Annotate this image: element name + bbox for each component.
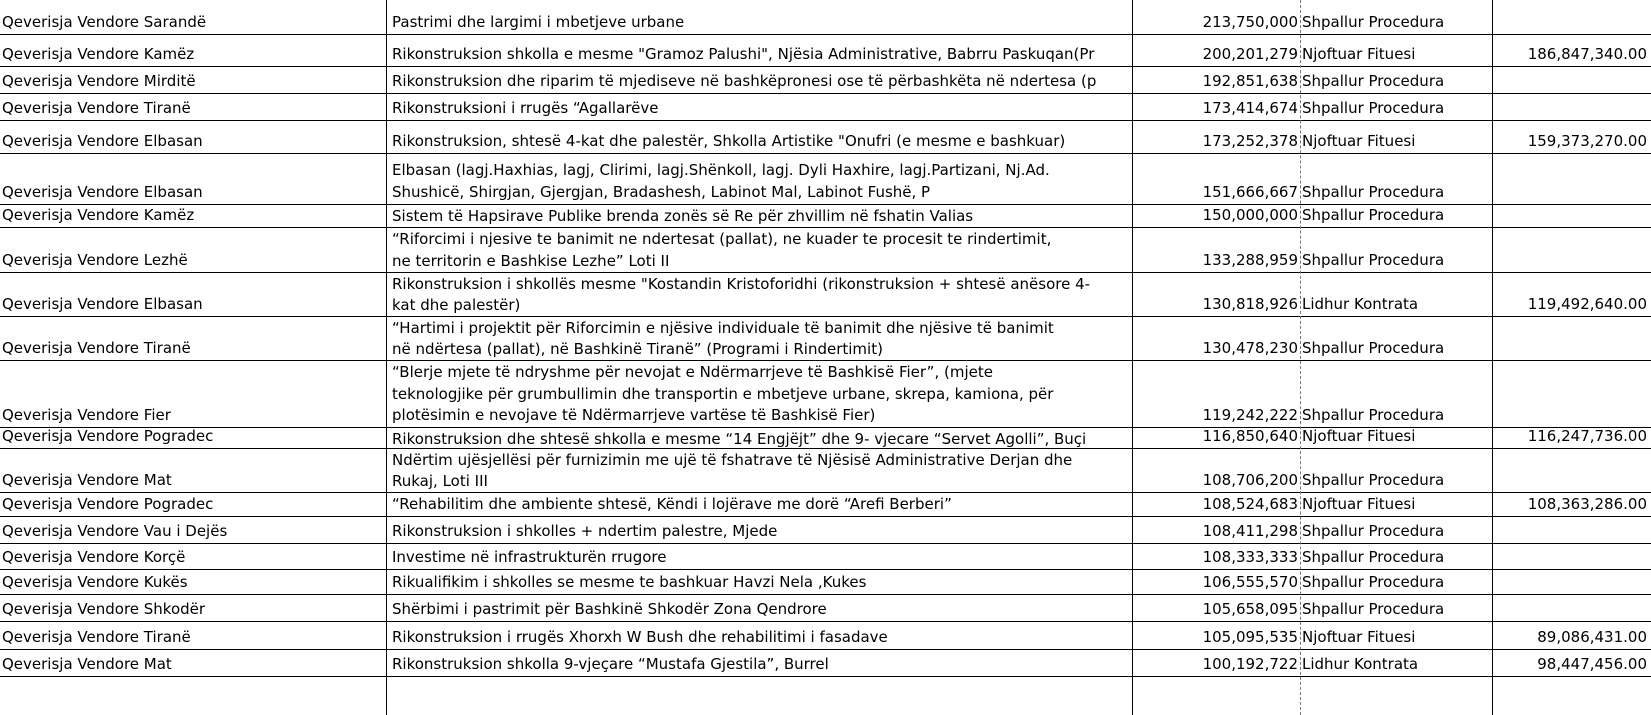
description-cell[interactable] xyxy=(392,4,1132,34)
description-cell[interactable] xyxy=(392,317,1132,360)
amount-cell[interactable] xyxy=(1136,449,1298,492)
amount-cell[interactable] xyxy=(1136,544,1298,569)
description-cell[interactable] xyxy=(392,273,1132,316)
amount-cell[interactable] xyxy=(1136,121,1298,153)
status-cell[interactable] xyxy=(1302,273,1492,316)
amount-cell-text: 108,411,298 xyxy=(1202,522,1298,540)
table-row[interactable] xyxy=(0,273,1651,317)
amount-cell[interactable] xyxy=(1136,650,1298,676)
description-cell[interactable] xyxy=(392,449,1132,492)
description-cell[interactable] xyxy=(392,622,1132,649)
winning-bid-cell[interactable] xyxy=(1492,449,1647,492)
entity-cell-text: Qeverisja Vendore Kamëz xyxy=(2,45,195,63)
amount-cell[interactable] xyxy=(1136,622,1298,649)
description-line: kat dhe palestër) xyxy=(392,296,521,314)
description-cell[interactable] xyxy=(392,517,1132,543)
status-cell[interactable] xyxy=(1302,205,1492,227)
description-line: Rikonstruksion dhe riparim të mjediseve në bashkëpronesi ose të përbashkëta në ndertesa (p xyxy=(392,72,1097,90)
description-line: teknologjike për grumbullimin dhe transportin e mbetjeve urbane, skrepa, kamiona, për xyxy=(392,384,1054,403)
winning-bid-cell[interactable] xyxy=(1492,570,1647,594)
status-cell[interactable] xyxy=(1302,94,1492,120)
entity-cell[interactable] xyxy=(2,570,386,594)
table-row[interactable] xyxy=(0,317,1651,361)
description-cell[interactable] xyxy=(392,228,1132,272)
winning-bid-cell[interactable] xyxy=(1492,94,1647,120)
winning-bid-cell[interactable] xyxy=(1492,121,1647,153)
description-line: Rikonstruksion i rrugës Xhorxh W Bush dhe rehabilitimi i fasadave xyxy=(392,628,888,646)
amount-cell[interactable] xyxy=(1136,493,1298,516)
winning-bid-cell[interactable] xyxy=(1492,595,1647,621)
table-row[interactable] xyxy=(0,205,1651,228)
description-cell[interactable] xyxy=(392,493,1132,516)
winning-bid-cell[interactable] xyxy=(1492,4,1647,34)
description-line: Rikonstruksioni i rrugës “Agallarëve xyxy=(392,99,659,117)
entity-cell-text: Qeverisja Vendore Shkodër xyxy=(2,600,206,618)
amount-cell[interactable] xyxy=(1136,35,1298,66)
entity-cell[interactable] xyxy=(2,493,386,516)
entity-cell-text: Qeverisja Vendore Lezhë xyxy=(2,251,188,269)
status-cell-text: Shpallur Procedura xyxy=(1302,573,1445,591)
description-line: Rikonstruksion i shkolles + ndertim palestre, Mjede xyxy=(392,522,778,540)
amount-cell[interactable] xyxy=(1136,317,1298,360)
entity-cell[interactable] xyxy=(2,67,386,93)
entity-cell[interactable] xyxy=(2,4,386,34)
amount-cell[interactable] xyxy=(1136,94,1298,120)
table-row[interactable] xyxy=(0,361,1651,428)
table-row[interactable] xyxy=(0,228,1651,273)
winning-bid-cell[interactable] xyxy=(1492,650,1647,676)
entity-cell-text: Qeverisja Vendore Elbasan xyxy=(2,183,203,201)
amount-cell[interactable] xyxy=(1136,595,1298,621)
status-cell-text: Lidhur Kontrata xyxy=(1302,295,1419,313)
amount-cell[interactable] xyxy=(1136,205,1298,227)
description-line: Investime në infrastrukturën rrugore xyxy=(392,548,667,566)
status-cell-text: Njoftuar Fituesi xyxy=(1302,132,1416,150)
entity-cell-text: Qeverisja Vendore Tiranë xyxy=(2,99,191,117)
column-divider xyxy=(1492,0,1493,715)
amount-cell-text: 133,288,959 xyxy=(1202,251,1298,269)
amount-cell-text: 130,478,230 xyxy=(1202,339,1298,357)
description-line: Rikonstruksion, shtesë 4-kat dhe palestër, Shkolla Artistike "Onufri (e mesme e bashkuar) xyxy=(392,132,1066,150)
status-cell[interactable] xyxy=(1302,544,1492,569)
entity-cell[interactable] xyxy=(2,205,386,227)
table-row[interactable] xyxy=(0,428,1651,449)
status-cell[interactable] xyxy=(1302,317,1492,360)
status-cell[interactable] xyxy=(1302,154,1492,204)
amount-cell[interactable] xyxy=(1136,4,1298,34)
amount-cell[interactable] xyxy=(1136,517,1298,543)
status-cell-text: Shpallur Procedura xyxy=(1302,471,1445,489)
winning-bid-cell-text: 98,447,456.00 xyxy=(1537,655,1647,673)
status-cell[interactable] xyxy=(1302,517,1492,543)
entity-cell[interactable] xyxy=(2,154,386,204)
status-cell[interactable] xyxy=(1302,650,1492,676)
status-cell[interactable] xyxy=(1302,35,1492,66)
amount-cell-text: 173,414,674 xyxy=(1202,99,1298,117)
description-line: ne territorin e Bashkise Lezhe” Loti II xyxy=(392,251,670,270)
description-line: “Riforcimi i njesive te banimit ne ndertesat (pallat), ne kuader te procesit te rindertimit, xyxy=(392,230,1052,248)
winning-bid-cell-text: 89,086,431.00 xyxy=(1537,628,1647,646)
amount-cell-text: 173,252,378 xyxy=(1202,132,1298,150)
description-line: Rikualifikim i shkolles se mesme te bashkuar Havzi Nela ,Kukes xyxy=(392,573,867,591)
amount-cell-text: 105,658,095 xyxy=(1202,600,1298,618)
description-line: “Blerje mjete të ndryshme për nevojat e Ndërmarrjeve të Bashkisë Fier”, (mjete xyxy=(392,362,993,381)
entity-cell[interactable] xyxy=(2,595,386,621)
winning-bid-cell[interactable] xyxy=(1492,205,1647,227)
entity-cell-text: Qeverisja Vendore Tiranë xyxy=(2,628,191,646)
description-line: Rikonstruksion shkolla 9-vjeçare “Mustafa Gjestila”, Burrel xyxy=(392,655,829,673)
description-line: Rikonstruksion shkolla e mesme "Gramoz Palushi", Njësia Administrative, Babrru Paskuqan(Pr xyxy=(392,45,1095,63)
table-row[interactable] xyxy=(0,121,1651,154)
entity-cell-text: Qeverisja Vendore Tiranë xyxy=(2,339,191,357)
status-cell[interactable] xyxy=(1302,361,1492,427)
status-cell-text: Shpallur Procedura xyxy=(1302,406,1445,424)
entity-cell-text: Qeverisja Vendore Elbasan xyxy=(2,295,203,313)
description-line: Rukaj, Loti III xyxy=(392,472,488,490)
table-row[interactable] xyxy=(0,67,1651,94)
amount-cell-text: 130,818,926 xyxy=(1202,295,1298,313)
amount-cell-text: 150,000,000 xyxy=(1202,206,1298,224)
description-line: “Rehabilitim dhe ambiente shtesë, Këndi i lojërave me dorë “Arefi Berberi” xyxy=(392,495,952,513)
description-cell[interactable] xyxy=(392,94,1132,120)
status-cell[interactable] xyxy=(1302,428,1492,448)
status-cell-text: Shpallur Procedura xyxy=(1302,72,1445,90)
amount-cell[interactable] xyxy=(1136,361,1298,427)
table-row[interactable] xyxy=(0,622,1651,650)
table-row[interactable] xyxy=(0,154,1651,205)
status-cell-text: Njoftuar Fituesi xyxy=(1302,628,1416,646)
entity-cell[interactable] xyxy=(2,35,386,66)
entity-cell-text: Qeverisja Vendore Kukës xyxy=(2,573,188,591)
winning-bid-cell-text: 159,373,270.00 xyxy=(1527,132,1647,150)
status-cell[interactable] xyxy=(1302,228,1492,272)
amount-cell-text: 213,750,000 xyxy=(1202,13,1298,31)
amount-cell-text: 200,201,279 xyxy=(1202,45,1298,63)
amount-cell-text: 192,851,638 xyxy=(1202,72,1298,90)
status-cell-text: Njoftuar Fituesi xyxy=(1302,495,1416,513)
description-cell[interactable] xyxy=(392,428,1132,448)
winning-bid-cell[interactable] xyxy=(1492,517,1647,543)
status-cell-text: Shpallur Procedura xyxy=(1302,548,1445,566)
description-cell[interactable] xyxy=(392,35,1132,66)
winning-bid-cell[interactable] xyxy=(1492,273,1647,316)
amount-cell-text: 108,524,683 xyxy=(1202,495,1298,513)
entity-cell-text: Qeverisja Vendore Sarandë xyxy=(2,13,207,31)
table-row[interactable] xyxy=(0,544,1651,570)
table-row[interactable] xyxy=(0,570,1651,595)
amount-cell[interactable] xyxy=(1136,273,1298,316)
description-line: “Hartimi i projektit për Riforcimin e njësive individuale të banimit dhe njësive të banimit xyxy=(392,319,1054,337)
table-row[interactable] xyxy=(0,595,1651,622)
entity-cell-text: Qeverisja Vendore Pogradec xyxy=(2,428,214,445)
amount-cell-text: 116,850,640 xyxy=(1202,428,1298,445)
entity-cell[interactable] xyxy=(2,317,386,360)
amount-cell-text: 151,666,667 xyxy=(1202,183,1298,201)
entity-cell[interactable] xyxy=(2,361,386,427)
status-cell-text: Shpallur Procedura xyxy=(1302,251,1445,269)
entity-cell[interactable] xyxy=(2,544,386,569)
table-row[interactable] xyxy=(0,94,1651,121)
description-cell[interactable] xyxy=(392,650,1132,676)
table-row[interactable] xyxy=(0,4,1651,35)
amount-cell-text: 108,333,333 xyxy=(1202,548,1298,566)
amount-cell[interactable] xyxy=(1136,428,1298,448)
entity-cell-text: Qeverisja Vendore Elbasan xyxy=(2,132,203,150)
winning-bid-cell[interactable] xyxy=(1492,154,1647,204)
amount-cell[interactable] xyxy=(1136,228,1298,272)
description-line: në ndërtesa (pallat), në Bashkinë Tiranë” (Programi i Rindertimit) xyxy=(392,340,883,358)
status-cell[interactable] xyxy=(1302,622,1492,649)
status-cell[interactable] xyxy=(1302,493,1492,516)
status-cell[interactable] xyxy=(1302,4,1492,34)
winning-bid-cell-text: 186,847,340.00 xyxy=(1527,45,1647,63)
winning-bid-cell-text: 116,247,736.00 xyxy=(1527,428,1647,445)
status-cell-text: Shpallur Procedura xyxy=(1302,600,1445,618)
entity-cell-text: Qeverisja Vendore Fier xyxy=(2,406,171,424)
amount-cell-text: 119,242,222 xyxy=(1202,406,1298,424)
winning-bid-cell-text: 108,363,286.00 xyxy=(1527,495,1647,513)
entity-cell[interactable] xyxy=(2,428,386,448)
entity-cell[interactable] xyxy=(2,622,386,649)
entity-cell[interactable] xyxy=(2,273,386,316)
amount-cell-text: 108,706,200 xyxy=(1202,471,1298,489)
winning-bid-cell[interactable] xyxy=(1492,544,1647,569)
description-line: Shërbimi i pastrimit për Bashkinë Shkodër Zona Qendrore xyxy=(392,600,827,618)
entity-cell-text: Qeverisja Vendore Kamëz xyxy=(2,206,195,224)
status-cell-text: Shpallur Procedura xyxy=(1302,99,1445,117)
description-line: Sistem të Hapsirave Publike brenda zonës së Re për zhvillim në fshatin Valias xyxy=(392,207,974,225)
status-cell-text: Shpallur Procedura xyxy=(1302,183,1445,201)
description-cell[interactable] xyxy=(392,361,1132,427)
table-row[interactable] xyxy=(0,35,1651,67)
amount-cell-text: 105,095,535 xyxy=(1202,628,1298,646)
column-divider xyxy=(1300,0,1301,715)
entity-cell-text: Qeverisja Vendore Vau i Dejës xyxy=(2,522,228,540)
entity-cell[interactable] xyxy=(2,650,386,676)
status-cell-text: Shpallur Procedura xyxy=(1302,13,1445,31)
entity-cell[interactable] xyxy=(2,449,386,492)
winning-bid-cell[interactable] xyxy=(1492,67,1647,93)
entity-cell[interactable] xyxy=(2,228,386,272)
description-line: Ndërtim ujësjellësi për furnizimin me ujë të fshatrave të Njësisë Administrative Derjan dhe xyxy=(392,451,1073,469)
description-line: plotësimin e nevojave të Ndërmarrjeve vartëse të Bashkisë Fier) xyxy=(392,406,876,425)
status-cell-text: Shpallur Procedura xyxy=(1302,206,1445,224)
entity-cell[interactable] xyxy=(2,517,386,543)
winning-bid-cell[interactable] xyxy=(1492,622,1647,649)
table-row[interactable] xyxy=(0,517,1651,544)
amount-cell[interactable] xyxy=(1136,67,1298,93)
description-cell[interactable] xyxy=(392,154,1132,204)
winning-bid-cell[interactable] xyxy=(1492,317,1647,360)
amount-cell-text: 106,555,570 xyxy=(1202,573,1298,591)
status-cell[interactable] xyxy=(1302,67,1492,93)
entity-cell-text: Qeverisja Vendore Korçë xyxy=(2,548,186,566)
status-cell[interactable] xyxy=(1302,449,1492,492)
status-cell-text: Njoftuar Fituesi xyxy=(1302,428,1416,445)
entity-cell[interactable] xyxy=(2,94,386,120)
amount-cell-text: 100,192,722 xyxy=(1202,655,1298,673)
description-cell[interactable] xyxy=(392,205,1132,227)
description-cell[interactable] xyxy=(392,595,1132,621)
winning-bid-cell[interactable] xyxy=(1492,493,1647,516)
winning-bid-cell[interactable] xyxy=(1492,428,1647,448)
winning-bid-cell-text: 119,492,640.00 xyxy=(1527,295,1647,313)
status-cell-text: Shpallur Procedura xyxy=(1302,522,1445,540)
status-cell-text: Njoftuar Fituesi xyxy=(1302,45,1416,63)
entity-cell-text: Qeverisja Vendore Mat xyxy=(2,655,172,673)
description-cell[interactable] xyxy=(392,544,1132,569)
entity-cell-text: Qeverisja Vendore Pogradec xyxy=(2,495,214,513)
table-row[interactable] xyxy=(0,449,1651,493)
description-line: Shushicë, Shirgjan, Gjergjan, Bradashesh, Labinot Mal, Labinot Fushë, P xyxy=(392,183,931,201)
description-line: Rikonstruksion i shkollës mesme "Kostandin Kristoforidhi (rikonstruksion + shtesë anësore 4- xyxy=(392,275,1091,293)
status-cell[interactable] xyxy=(1302,595,1492,621)
table-row[interactable] xyxy=(0,650,1651,677)
description-cell[interactable] xyxy=(392,570,1132,594)
description-cell[interactable] xyxy=(392,121,1132,153)
amount-cell[interactable] xyxy=(1136,154,1298,204)
winning-bid-cell[interactable] xyxy=(1492,228,1647,272)
status-cell-text: Shpallur Procedura xyxy=(1302,339,1445,357)
column-divider xyxy=(1132,0,1133,715)
status-cell[interactable] xyxy=(1302,121,1492,153)
winning-bid-cell[interactable] xyxy=(1492,35,1647,66)
description-line: Pastrimi dhe largimi i mbetjeve urbane xyxy=(392,13,685,31)
entity-cell[interactable] xyxy=(2,121,386,153)
column-divider xyxy=(386,0,387,715)
description-line: Elbasan (lagj.Haxhias, lagj, Clirimi, lagj.Shënkoll, lagj. Dyli Haxhire, lagj.Partizani, Nj.Ad. xyxy=(392,161,1050,179)
description-cell[interactable] xyxy=(392,67,1132,93)
winning-bid-cell[interactable] xyxy=(1492,361,1647,427)
table-row[interactable] xyxy=(0,493,1651,517)
status-cell-text: Lidhur Kontrata xyxy=(1302,655,1419,673)
status-cell[interactable] xyxy=(1302,570,1492,594)
entity-cell-text: Qeverisja Vendore Mat xyxy=(2,471,172,489)
description-line: Rikonstruksion dhe shtesë shkolla e mesme “14 Engjëjt” dhe 9- vjecare “Servet Agolli”, Buçi xyxy=(392,430,1087,447)
amount-cell[interactable] xyxy=(1136,570,1298,594)
entity-cell-text: Qeverisja Vendore Mirditë xyxy=(2,72,196,90)
